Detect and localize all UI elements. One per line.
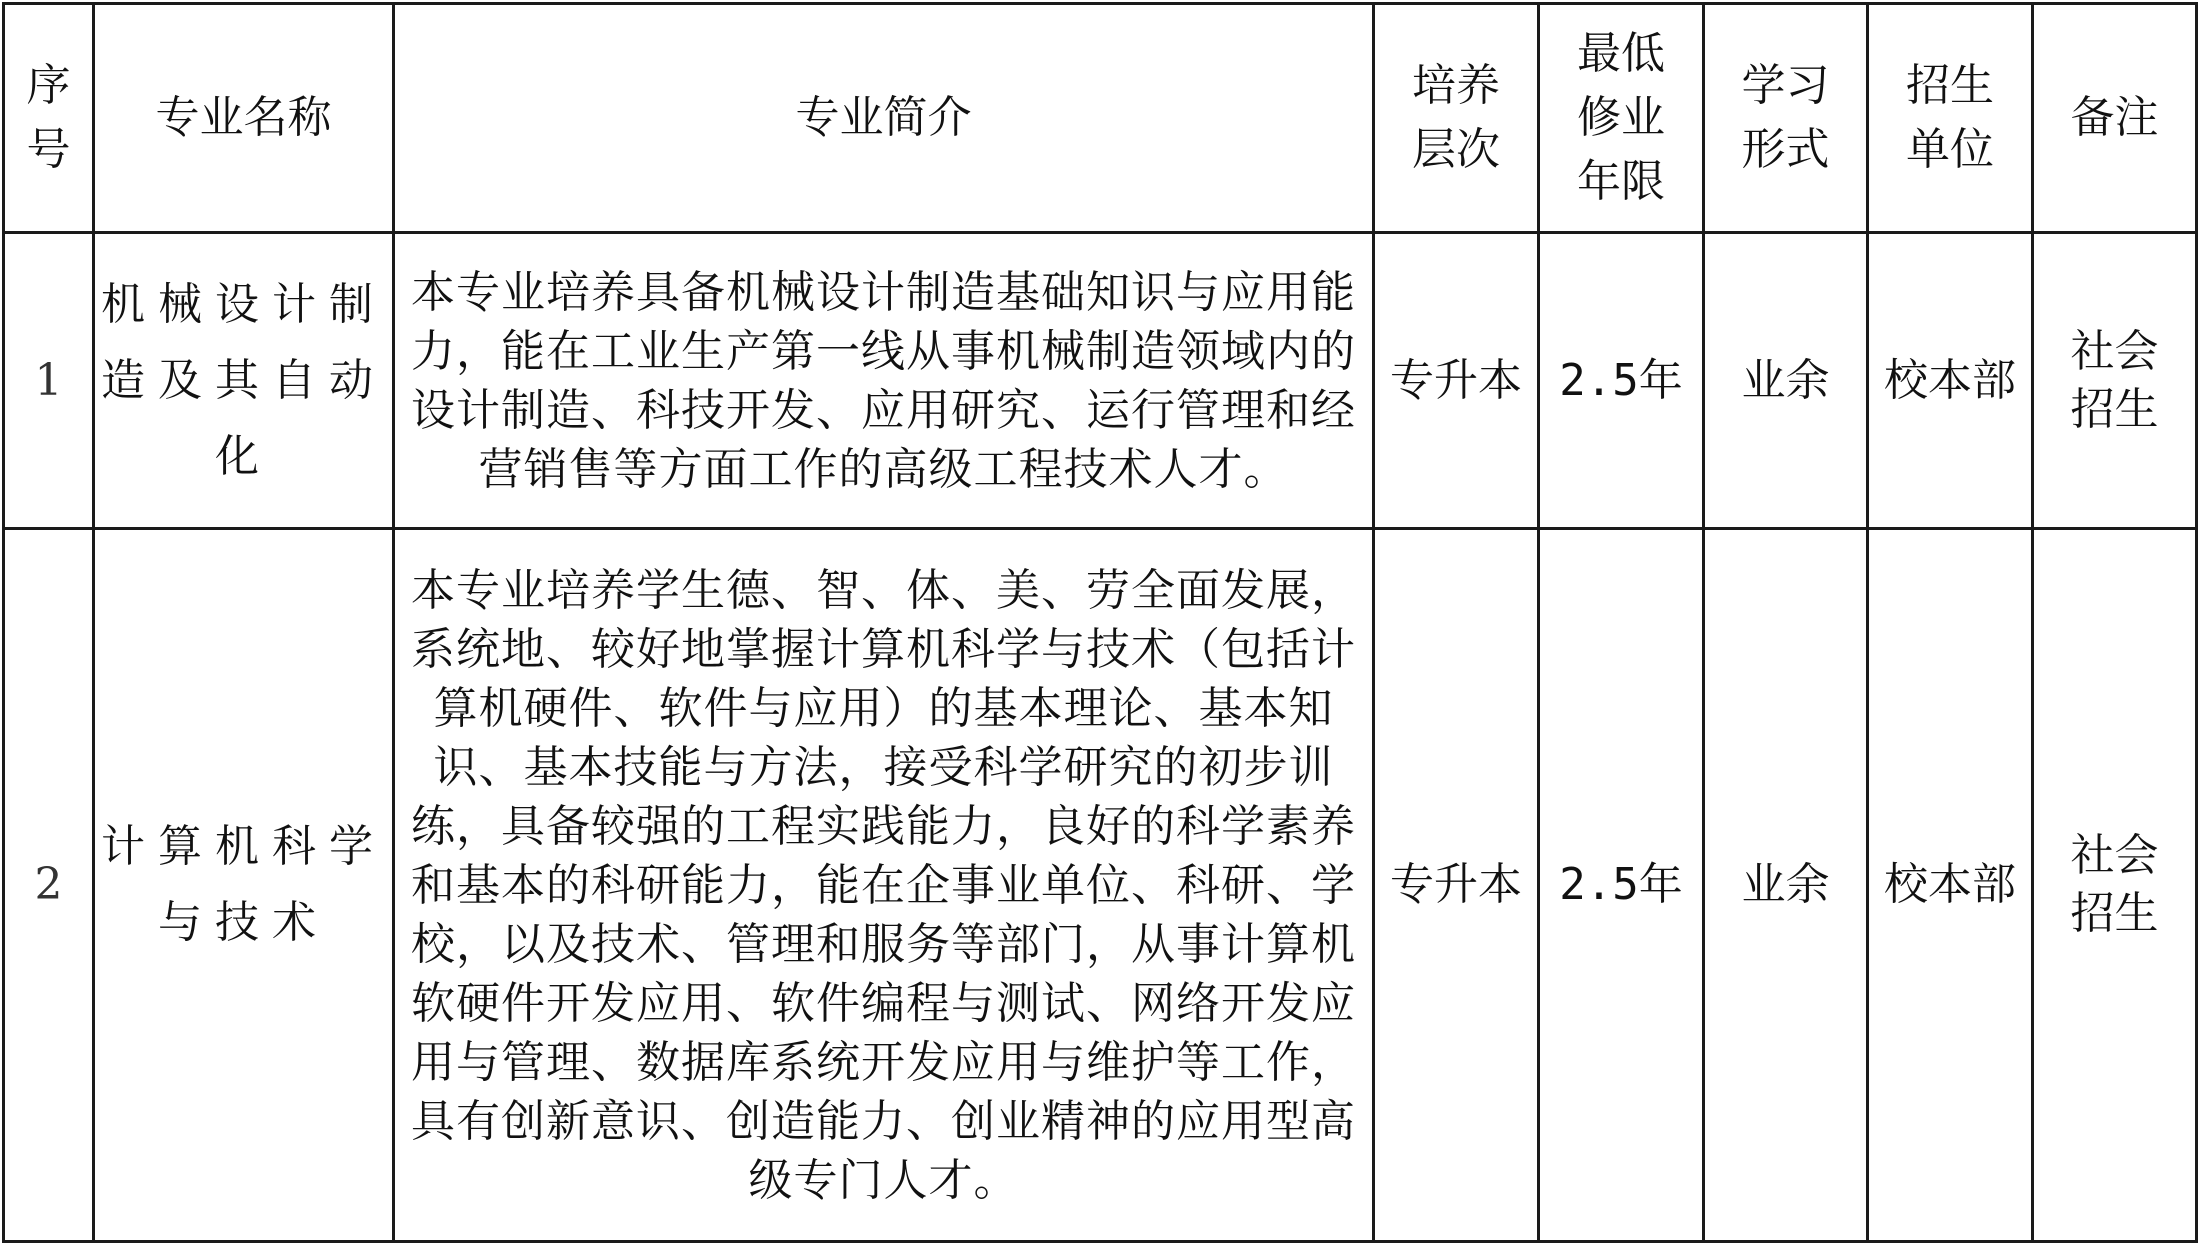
table-row [4, 233, 2197, 529]
cell-major-intro [394, 529, 1374, 1242]
cell-major-name [94, 529, 394, 1242]
major-name-text: 计算机科学与技术 [101, 821, 386, 948]
cell-major-intro [394, 233, 1374, 529]
cell-seq: 1 [4, 233, 94, 529]
cell-seq: 2 [4, 529, 94, 1242]
header-name [94, 4, 394, 233]
header-row [4, 4, 2197, 233]
header-seq [4, 4, 94, 233]
major-intro-text: 本专业培养学生德、智、体、美、劳全面发展，系统地、较好地掌握计算机科学与技术（包括计算机硬件、软件与应用）的基本理论、基本知识、基本技能与方法，接受科学研究的初步训练，具备较强的工程实践能力，良好的科学素养和基本的科研能力，能在企事业单位、科研、学校，以及技术、管理和服务等部门，从事计算机软硬件开发应用、软件编程与测试、网络开发应用与管理、数据库系统开发应用与维护等工作，具有创新意识、创造能力、创业精神的应用型高级专门人才。 [411, 564, 1356, 1206]
header-years [1539, 4, 1704, 233]
header-years-label: 最低修业年限 [1576, 28, 1665, 207]
major-intro-text: 本专业培养具备机械设计制造基础知识与应用能力，能在工业生产第一线从事机械制造领域内的设计制造、科技开发、应用研究、运行管理和经营销售等方面工作的高级工程技术人才。 [411, 266, 1356, 495]
major-name-text: 机械设计制造及其自动化 [101, 278, 386, 482]
header-form [1704, 4, 1868, 233]
header-name-label: 专业名称 [155, 92, 332, 143]
cell-note [2033, 529, 2197, 1242]
cell-note [2033, 233, 2197, 529]
header-note-label: 备注 [2070, 92, 2159, 143]
header-form-label: 学习形式 [1741, 60, 1830, 175]
note-text: 社会招生 [2070, 325, 2159, 435]
header-intro-label: 专业简介 [795, 92, 972, 143]
header-unit-label: 招生单位 [1905, 60, 1994, 175]
cell-major-name [94, 233, 394, 529]
header-unit [1868, 4, 2033, 233]
cell-level: 专升本 [1374, 233, 1539, 529]
note-text: 社会招生 [2070, 830, 2159, 939]
cell-years: 2.5年 [1539, 233, 1704, 529]
header-intro [394, 4, 1374, 233]
majors-table [2, 2, 2198, 1243]
header-level [1374, 4, 1539, 233]
header-seq-label: 序号 [26, 60, 71, 175]
cell-form: 业余 [1704, 529, 1868, 1242]
cell-form: 业余 [1704, 233, 1868, 529]
cell-unit: 校本部 [1868, 529, 2033, 1242]
header-note [2033, 4, 2197, 233]
table-row [4, 529, 2197, 1242]
header-level-label: 培养层次 [1411, 60, 1500, 175]
cell-unit: 校本部 [1868, 233, 2033, 529]
cell-years: 2.5年 [1539, 529, 1704, 1242]
cell-level: 专升本 [1374, 529, 1539, 1242]
